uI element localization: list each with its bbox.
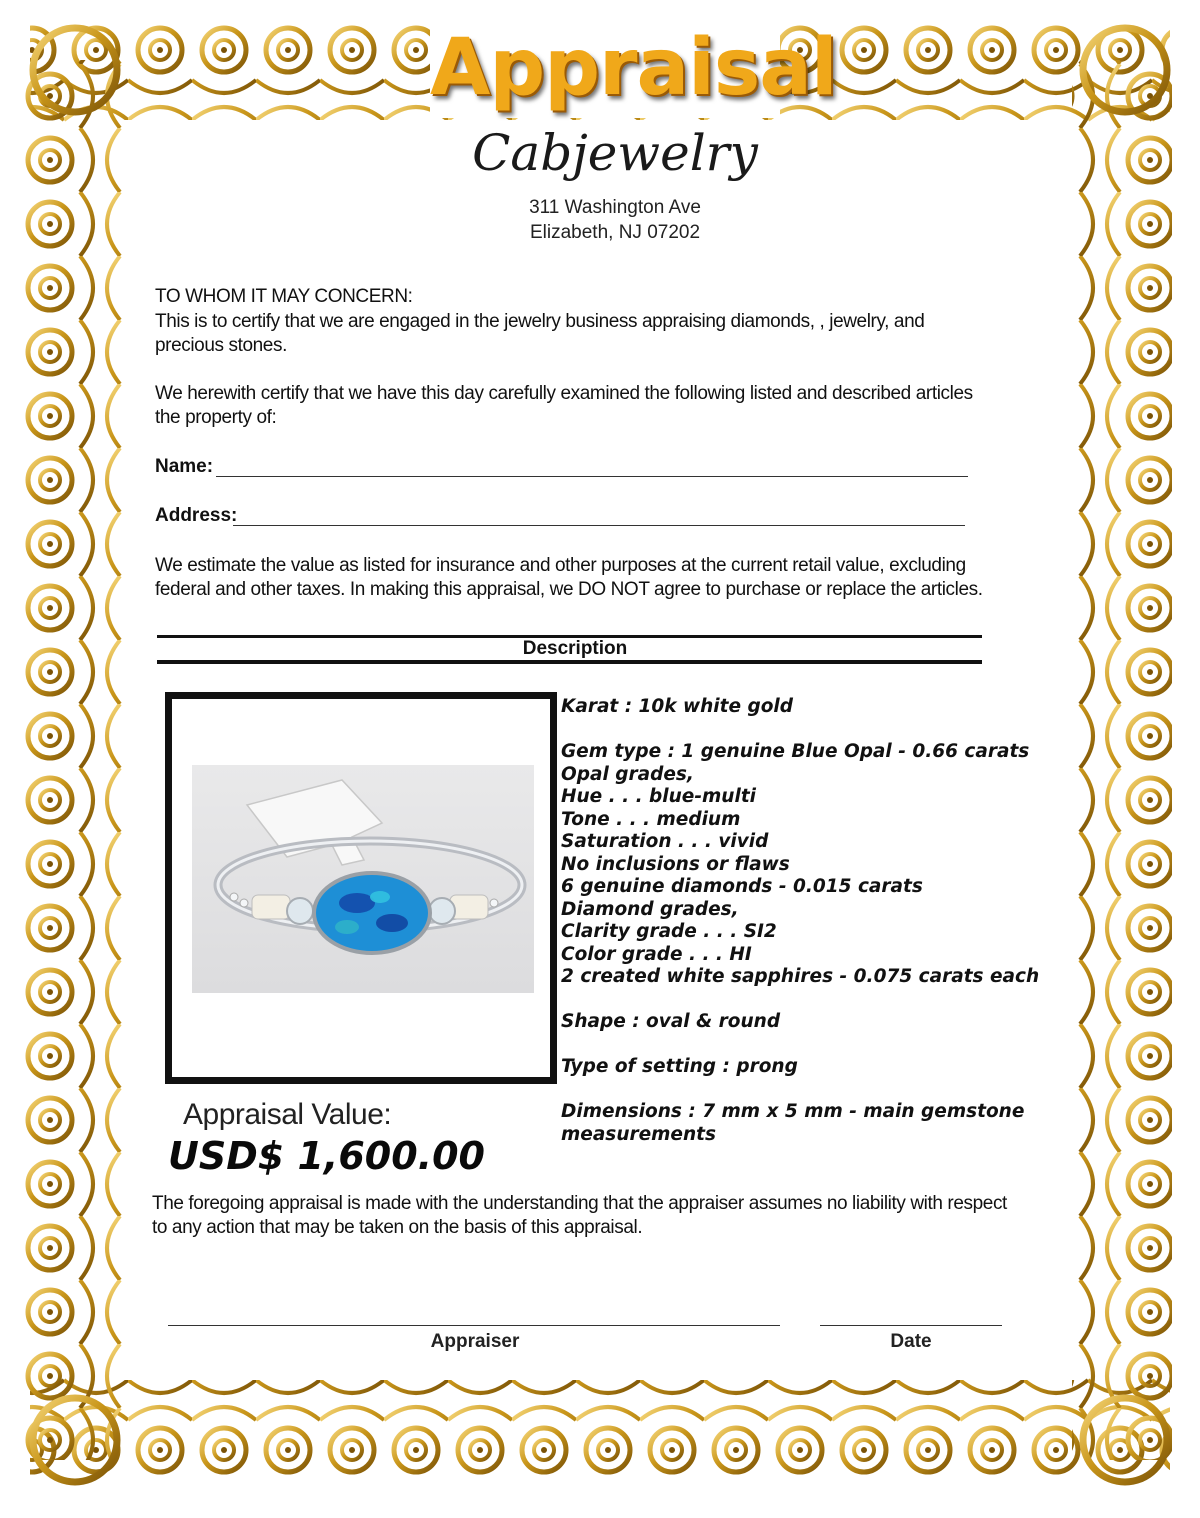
appraiser-signature-line[interactable] <box>168 1325 780 1326</box>
appraisal-value-label: Appraisal Value: <box>183 1098 392 1131</box>
spec-gap <box>561 989 1081 1012</box>
name-field-line[interactable] <box>216 476 968 477</box>
brand-name: Cabjewelry <box>472 124 758 182</box>
appraiser-label: Appraiser <box>430 1331 520 1352</box>
description-heading: Description <box>522 638 628 659</box>
spec-line: Tone . . . medium <box>561 808 741 830</box>
spec-line: Diamond grades, <box>561 898 739 920</box>
date-label: Date <box>890 1331 932 1352</box>
spec-line: measurements <box>561 1123 717 1145</box>
spec-gap <box>561 719 1081 742</box>
spec-line: Karat : 10k white gold <box>561 696 794 717</box>
address-label: Address: <box>155 505 238 526</box>
certify-paragraph: This is to certify that we are engaged in the jewelry business appraising diamonds, , jewelry, and precious stones. <box>155 311 925 356</box>
spec-line: Clarity grade . . . SI2 <box>561 921 777 942</box>
spec-gap <box>561 1034 1081 1057</box>
spec-line: Type of setting : prong <box>561 1056 798 1077</box>
salutation: TO WHOM IT MAY CONCERN: <box>155 286 413 307</box>
spec-line: Opal grades, <box>561 763 694 785</box>
ring-photo-frame <box>165 692 557 1084</box>
store-address-line1: 311 Washington Ave <box>529 197 701 218</box>
name-label: Name: <box>155 456 214 477</box>
divider-bottom <box>157 660 982 664</box>
date-signature-line[interactable] <box>820 1325 1002 1326</box>
store-address-line2: Elizabeth, NJ 07202 <box>529 222 701 243</box>
spec-line: Color grade . . . HI <box>561 943 752 965</box>
spec-line: Shape : oval & round <box>561 1011 781 1032</box>
disclaimer-paragraph: The foregoing appraisal is made with the understanding that the appraiser assumes no liability with respect to any action that may be taken on the basis of this appraisal. <box>152 1193 1007 1238</box>
spec-line: Hue . . . blue-multi <box>561 786 756 807</box>
appraisal-value-amount: USD$ 1,600.00 <box>168 1134 485 1178</box>
herewith-paragraph: We herewith certify that we have this day carefully examined the following listed and described articles the property of: <box>155 383 973 428</box>
spec-line: Gem type : 1 genuine Blue Opal - 0.66 carats <box>561 741 1030 762</box>
appraisal-title: Appraisal <box>430 18 780 118</box>
ring-photo <box>192 765 534 993</box>
spec-line: No inclusions or flaws <box>561 853 790 875</box>
opal-ring-image <box>192 765 534 993</box>
spec-line: 6 genuine diamonds - 0.015 carats <box>561 876 923 897</box>
spec-line: Dimensions : 7 mm x 5 mm - main gemstone <box>561 1101 1025 1122</box>
spec-gap <box>561 1079 1081 1102</box>
spec-line: 2 created white sapphires - 0.075 carats each <box>561 966 1040 987</box>
estimate-paragraph: We estimate the value as listed for insurance and other purposes at the current retail value, excluding federal and other taxes. In making this appraisal, we DO NOT agree to purchase or replace the articles. <box>155 555 983 600</box>
spec-line: Saturation . . . vivid <box>561 831 769 852</box>
specification-list <box>561 696 1081 1146</box>
address-field-line[interactable] <box>233 525 965 526</box>
